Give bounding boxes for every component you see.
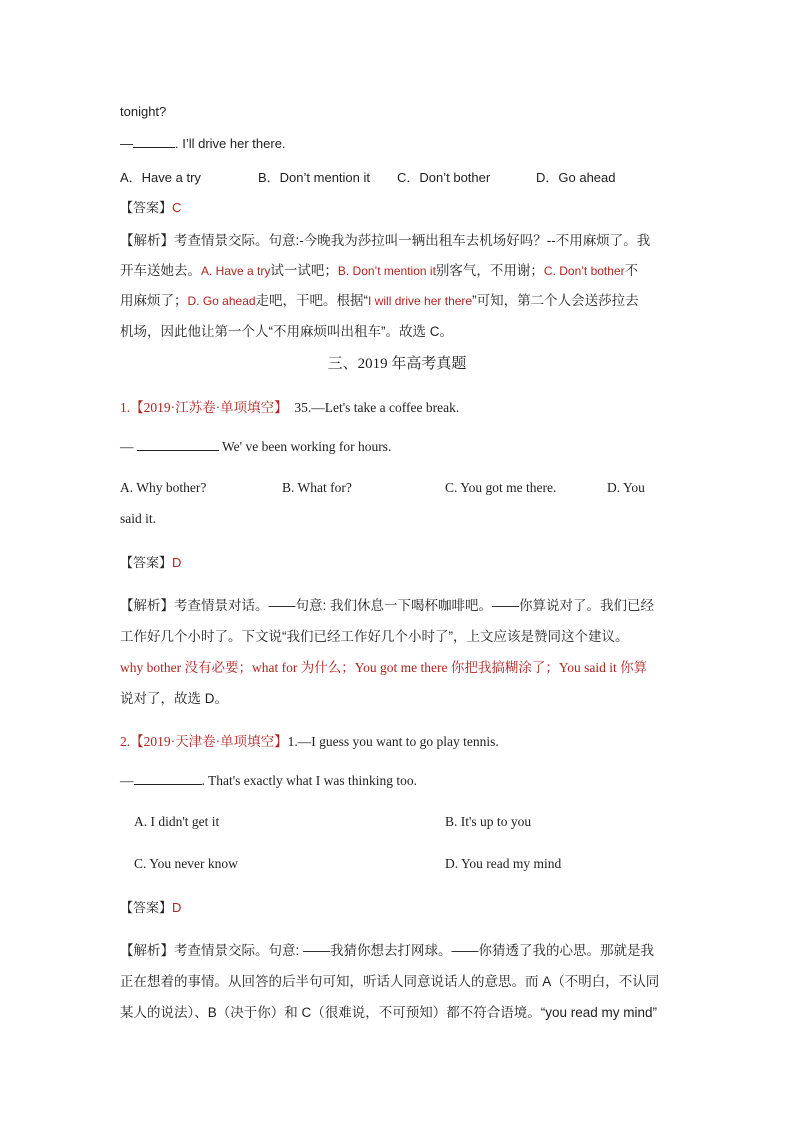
option-a: A. I didn't get it	[134, 814, 220, 829]
question-number: 1.	[120, 400, 131, 415]
analysis-line: 工作好几个小时了。下文说“我们已经工作好几个小时了”，上文应该是赞同这个建议。	[120, 629, 629, 644]
analysis-line: 用麻烦了；D. Go ahead走吧，干吧。根据“I will drive her there”可知，第二个人会送莎拉去	[120, 293, 639, 308]
option-b: B. It's up to you	[445, 814, 532, 829]
analysis-line: 开车送她去。A. Have a try试一试吧；B. Don’t mention it别客气，不用谢；C. Don’t bother不	[120, 263, 639, 278]
reply-line: — . That's exactly what I was thinking too.	[120, 773, 418, 788]
answer-line	[120, 197, 181, 216]
question-stem: 1.【2019·江苏卷·单项填空】 35.—Let's take a coffee break.	[120, 400, 460, 415]
analysis-label: 【解析】	[120, 233, 174, 248]
reply-line: — . I’ll drive her there.	[120, 136, 286, 151]
answer-label: 【答案】	[120, 200, 173, 215]
question-stem: 2.【2019·天津卷·单项填空】1.—I guess you want to go play tennis.	[120, 734, 499, 749]
option-d: D. You read my mind	[445, 856, 562, 871]
analysis-label: 【解析】	[120, 943, 174, 958]
question-line: tonight?	[120, 104, 167, 119]
option-d: D．Go ahead	[536, 170, 616, 185]
analysis-line: 【解析】考查情景交际。句意: ——我猜你想去打网球。——你猜透了我的心思。那就是我	[120, 943, 655, 958]
option-d-continued: said it.	[120, 511, 156, 526]
source-tag: 【2019·天津卷·单项填空】	[130, 734, 288, 749]
option-b: B. What for?	[282, 480, 352, 495]
analysis-label: 【解析】	[120, 598, 174, 613]
answer-line	[120, 552, 181, 571]
analysis-line: 正在想着的事情。从回答的后半句可知，听话人同意说话人的意思。而 A（不明白，不认同	[120, 974, 660, 989]
answer-blank	[134, 772, 202, 785]
analysis-line: 某人的说法）、B（决于你）和 C（很难说，不可预知）都不符合语境。“you read my mind”	[120, 1005, 658, 1020]
analysis-line: 机场，因此他让第一个人“不用麻烦叫出租车”。故选 C。	[120, 324, 453, 339]
option-b: B．Don’t mention it	[258, 170, 370, 185]
option-c: C. You never know	[134, 856, 238, 871]
analysis-line: 【解析】考查情景对话。——句意: 我们休息一下喝杯咖啡吧。——你算说对了。我们已经	[120, 598, 655, 613]
question-number: 2.	[120, 734, 131, 749]
option-a: A．Have a try	[120, 170, 201, 185]
answer-value: C	[172, 200, 182, 215]
option-c: C. You got me there.	[445, 480, 557, 495]
answer-blank	[137, 438, 219, 451]
answer-label: 【答案】	[120, 555, 173, 570]
reply-line: — We' ve been working for hours.	[120, 439, 392, 454]
answer-value: D	[172, 555, 182, 570]
analysis-line: why bother 没有必要；what for 为什么；You got me there 你把我搞糊涂了；You said it 你算	[120, 660, 648, 675]
answer-blank	[133, 135, 175, 148]
answer-line	[120, 897, 181, 916]
answer-value: D	[172, 900, 182, 915]
option-c: C．Don’t bother	[397, 170, 491, 185]
analysis-line: 【解析】考查情景交际。句意:-今晚我为莎拉叫一辆出租车去机场好吗？--不用麻烦了。我	[120, 233, 651, 248]
option-a: A. Why bother?	[120, 480, 207, 495]
answer-label: 【答案】	[120, 900, 173, 915]
analysis-line: 说对了，故选 D。	[120, 691, 228, 706]
source-tag: 【2019·江苏卷·单项填空】	[130, 400, 288, 415]
section-heading: 三、2019 年高考真题	[327, 356, 467, 372]
option-d: D. You	[607, 480, 645, 495]
